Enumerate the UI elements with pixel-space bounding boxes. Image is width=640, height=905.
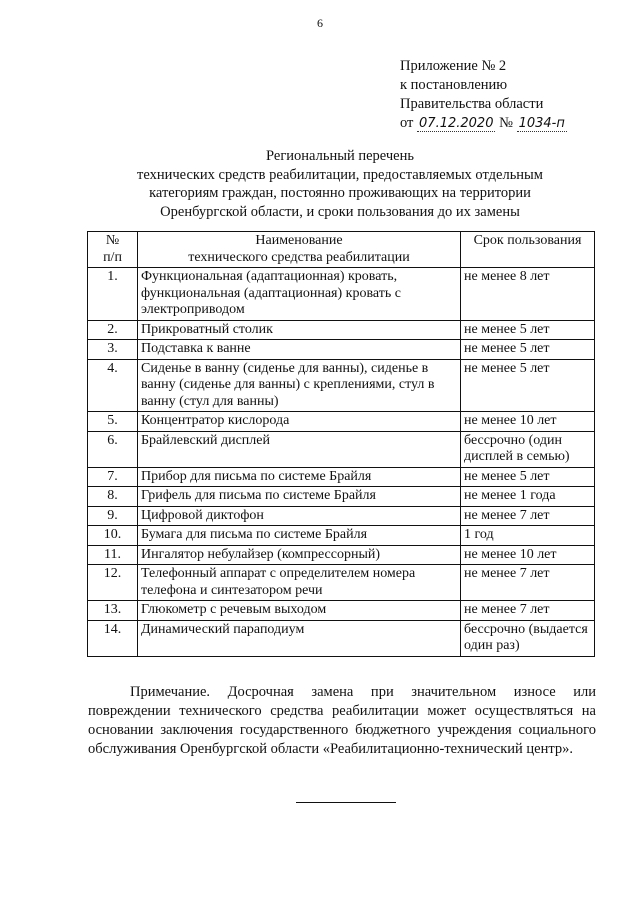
appendix-line-2: к постановлению xyxy=(400,77,508,93)
row-term: не менее 5 лет xyxy=(461,320,595,340)
row-number: 4. xyxy=(88,359,138,412)
table-row xyxy=(88,565,595,601)
appendix-date-line xyxy=(400,114,567,133)
table-row xyxy=(88,526,595,546)
table-row xyxy=(88,320,595,340)
table-row xyxy=(88,601,595,621)
row-number: 14. xyxy=(88,620,138,656)
row-number: 12. xyxy=(88,565,138,601)
table-header-row xyxy=(88,232,595,268)
row-number: 2. xyxy=(88,320,138,340)
header-name-line-1: Наименование xyxy=(255,233,343,248)
row-name: Подставка к ванне xyxy=(138,340,461,360)
row-term: не менее 5 лет xyxy=(461,340,595,360)
row-term: не менее 5 лет xyxy=(461,467,595,487)
table-row xyxy=(88,506,595,526)
title-line-4: Оренбургской области, и сроки пользования до их замены xyxy=(160,203,520,220)
header-num-line-1: № xyxy=(105,233,120,248)
row-term: не менее 7 лет xyxy=(461,601,595,621)
appendix-line-3: Правительства области xyxy=(400,96,544,112)
row-name: Ингалятор небулайзер (компрессорный) xyxy=(138,545,461,565)
row-number: 6. xyxy=(88,431,138,467)
row-name: Прибор для письма по системе Брайля xyxy=(138,467,461,487)
title-line-1: Региональный перечень xyxy=(266,148,414,164)
closing-rule xyxy=(296,802,396,803)
row-number: 13. xyxy=(88,601,138,621)
table-row xyxy=(88,431,595,467)
table-row xyxy=(88,359,595,412)
header-name-line-2: технического средства реабилитации xyxy=(188,249,410,265)
row-number: 7. xyxy=(88,467,138,487)
document-title xyxy=(60,147,620,221)
table-row xyxy=(88,268,595,321)
row-term: бессрочно (один дисплей в семью) xyxy=(461,431,595,467)
row-name: Грифель для письма по системе Брайля xyxy=(138,487,461,507)
row-number: 5. xyxy=(88,412,138,432)
row-number: 9. xyxy=(88,506,138,526)
table-row xyxy=(88,340,595,360)
row-term: не менее 1 года xyxy=(461,487,595,507)
table-row xyxy=(88,545,595,565)
row-term: не менее 7 лет xyxy=(461,565,595,601)
row-term: не менее 10 лет xyxy=(461,545,595,565)
row-number: 11. xyxy=(88,545,138,565)
row-term: не менее 5 лет xyxy=(461,359,595,412)
row-name: Брайлевский дисплей xyxy=(138,431,461,467)
title-line-2: технических средств реабилитации, предоставляемых отдельным xyxy=(137,166,543,183)
table-row xyxy=(88,487,595,507)
header-term: Срок пользования xyxy=(461,232,595,268)
row-name: Концентратор кислорода xyxy=(138,412,461,432)
header-num-line-2: п/п xyxy=(103,249,122,265)
row-number: 3. xyxy=(88,340,138,360)
page-number: 6 xyxy=(317,16,323,30)
number-label: № xyxy=(499,115,513,131)
row-name: Динамический параподиум xyxy=(138,620,461,656)
row-name: Глюкометр с речевым выходом xyxy=(138,601,461,621)
table-row xyxy=(88,467,595,487)
row-name: Функциональная (адаптационная) кровать, функциональная (адаптационная) кровать с электроприводом xyxy=(138,268,461,321)
row-name: Цифровой диктофон xyxy=(138,506,461,526)
row-term: 1 год xyxy=(461,526,595,546)
row-term: не менее 7 лет xyxy=(461,506,595,526)
header-name xyxy=(138,232,461,268)
row-name: Сиденье в ванну (сиденье для ванны), сиденье в ванну (сиденье для ванны) с креплениями, стул в ванну (стул для ванны) xyxy=(138,359,461,412)
row-term: бессрочно (выдается один раз) xyxy=(461,620,595,656)
table-row xyxy=(88,412,595,432)
appendix-line-1: Приложение № 2 xyxy=(400,58,507,74)
row-name: Бумага для письма по системе Брайля xyxy=(138,526,461,546)
row-name: Прикроватный столик xyxy=(138,320,461,340)
rehabilitation-means-table xyxy=(87,231,595,657)
note-paragraph: Примечание. Досрочная замена при значительном износе или повреждении технического средства реабилитации может осуществляться на основании заключения государственного бюджетного учреждения социального обслуживания Оренбургской области «Реабилитационно-технический центр». xyxy=(88,684,596,757)
row-name: Телефонный аппарат с определителем номера телефона и синтезатором речи xyxy=(138,565,461,601)
row-term: не менее 10 лет xyxy=(461,412,595,432)
handwritten-date: 07.12.2020 xyxy=(419,116,494,131)
header-num xyxy=(88,232,138,268)
handwritten-number: 1034-п xyxy=(518,116,565,131)
appendix-block xyxy=(400,57,567,133)
title-line-3: категориям граждан, постоянно проживающих на территории xyxy=(149,185,531,201)
row-number: 10. xyxy=(88,526,138,546)
row-number: 8. xyxy=(88,487,138,507)
from-label: от xyxy=(400,115,414,131)
table-row xyxy=(88,620,595,656)
row-number: 1. xyxy=(88,268,138,321)
row-term: не менее 8 лет xyxy=(461,268,595,321)
